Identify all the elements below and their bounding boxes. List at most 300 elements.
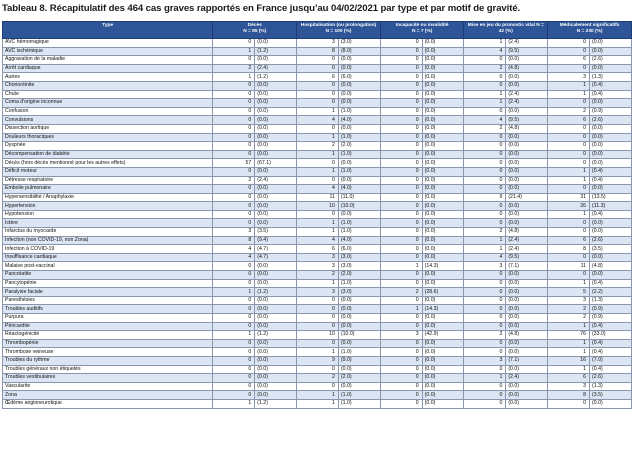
cell-type: Chute — [3, 90, 213, 99]
cell-incap-pct: (0.0) — [422, 142, 464, 151]
cell-vital-pct: (0.0) — [506, 167, 548, 176]
cell-vital-pct: (4.8) — [506, 64, 548, 73]
cell-vital-n: 2 — [464, 331, 506, 340]
cell-type: Chorioréinite — [3, 81, 213, 90]
cell-incap-n: 0 — [380, 150, 422, 159]
cell-vital-pct: (0.0) — [506, 202, 548, 211]
cell-incap-n: 0 — [380, 348, 422, 357]
cell-deces-n: 4 — [213, 245, 255, 254]
cell-deces-n: 0 — [213, 262, 255, 271]
cell-type: Paresthésies — [3, 296, 213, 305]
table-row — [3, 159, 632, 168]
cell-vital-n: 2 — [464, 228, 506, 237]
cell-vital-pct: (0.0) — [506, 288, 548, 297]
cell-vital-pct: (0.0) — [506, 399, 548, 408]
cell-incap-n: 0 — [380, 356, 422, 365]
cell-deces-n: 0 — [213, 142, 255, 151]
cell-incap-pct: (0.0) — [422, 339, 464, 348]
cell-hosp-n: 1 — [297, 391, 339, 400]
cell-medsig-pct: (0.0) — [590, 99, 632, 108]
cell-hosp-pct: (3.0) — [338, 288, 380, 297]
cell-vital-pct: (0.0) — [506, 176, 548, 185]
cell-hosp-n: 10 — [297, 202, 339, 211]
cell-vital-n: 2 — [464, 124, 506, 133]
cell-type: Déficit moteur — [3, 167, 213, 176]
table-row — [3, 107, 632, 116]
cell-hosp-n: 0 — [297, 99, 339, 108]
cell-hosp-pct: (0.0) — [338, 176, 380, 185]
cell-type: Troubles vestibulaires — [3, 374, 213, 383]
cell-medsig-n: 0 — [548, 185, 590, 194]
cell-deces-n: 0 — [213, 193, 255, 202]
cell-vital-pct: (0.0) — [506, 314, 548, 323]
cell-medsig-pct: (1.3) — [590, 296, 632, 305]
cell-hosp-n: 2 — [297, 374, 339, 383]
cell-type: Troubles auditifs — [3, 305, 213, 314]
cell-vital-n: 2 — [464, 64, 506, 73]
cell-medsig-pct: (0.4) — [590, 90, 632, 99]
cell-deces-pct: (1.2) — [255, 331, 297, 340]
cell-medsig-pct: (0.0) — [590, 228, 632, 237]
cell-medsig-n: 31 — [548, 193, 590, 202]
cell-type: Ictère — [3, 219, 213, 228]
cell-vital-pct: (2.4) — [506, 245, 548, 254]
cell-hosp-n: 1 — [297, 150, 339, 159]
cases-table — [2, 21, 632, 409]
cell-hosp-n: 0 — [297, 81, 339, 90]
cell-incap-pct: (0.0) — [422, 39, 464, 48]
cell-deces-n: 0 — [213, 81, 255, 90]
cell-deces-pct: (0.0) — [255, 116, 297, 125]
cell-type: Œdème angioneurotique — [3, 399, 213, 408]
cell-hosp-n: 2 — [297, 271, 339, 280]
cell-hosp-n: 0 — [297, 296, 339, 305]
cell-incap-n: 0 — [380, 314, 422, 323]
cell-hosp-pct: (1.0) — [338, 107, 380, 116]
cell-medsig-pct: (0.0) — [590, 399, 632, 408]
header-incapacite — [380, 22, 464, 39]
cell-medsig-n: 0 — [548, 219, 590, 228]
cell-deces-n: 0 — [213, 356, 255, 365]
cell-type: Troubles généraux non étiquetés — [3, 365, 213, 374]
cell-deces-n: 0 — [213, 279, 255, 288]
cell-incap-pct: (0.0) — [422, 133, 464, 142]
cell-vital-pct: (2.4) — [506, 39, 548, 48]
cell-hosp-pct: (4.0) — [338, 236, 380, 245]
cell-medsig-n: 76 — [548, 331, 590, 340]
cell-medsig-n: 1 — [548, 322, 590, 331]
cell-incap-pct: (0.0) — [422, 47, 464, 56]
table-row — [3, 219, 632, 228]
cell-deces-n: 0 — [213, 116, 255, 125]
cell-vital-pct: (0.0) — [506, 296, 548, 305]
cell-medsig-n: 3 — [548, 382, 590, 391]
cell-type: Troubles du rythme — [3, 356, 213, 365]
cell-vital-n: 0 — [464, 176, 506, 185]
cell-deces-pct: (0.0) — [255, 356, 297, 365]
cell-deces-pct: (0.0) — [255, 219, 297, 228]
cell-deces-pct: (0.0) — [255, 81, 297, 90]
cell-incap-pct: (0.0) — [422, 116, 464, 125]
cell-deces-pct: (0.0) — [255, 185, 297, 194]
cell-hosp-n: 1 — [297, 167, 339, 176]
table-row — [3, 73, 632, 82]
cell-hosp-pct: (0.0) — [338, 322, 380, 331]
cell-deces-n: 0 — [213, 391, 255, 400]
cell-incap-n: 0 — [380, 90, 422, 99]
cell-deces-n: 0 — [213, 39, 255, 48]
cell-incap-pct: (28.6) — [422, 288, 464, 297]
header-medicalement-significatifs-n: N = 230 (%) — [576, 29, 603, 34]
cell-medsig-pct: (0.9) — [590, 107, 632, 116]
cell-hosp-n: 3 — [297, 253, 339, 262]
cell-medsig-n: 0 — [548, 142, 590, 151]
cell-type: Insuffisance cardiaque — [3, 253, 213, 262]
cell-vital-pct: (7.1) — [506, 262, 548, 271]
cell-incap-pct: (0.0) — [422, 193, 464, 202]
cell-type: Convulsions — [3, 116, 213, 125]
cell-vital-n: 3 — [464, 356, 506, 365]
cell-medsig-pct: (0.4) — [590, 339, 632, 348]
cell-incap-n: 0 — [380, 391, 422, 400]
cell-vital-n: 1 — [464, 236, 506, 245]
cell-hosp-n: 0 — [297, 314, 339, 323]
cell-vital-n: 0 — [464, 382, 506, 391]
cell-hosp-pct: (1.0) — [338, 399, 380, 408]
cell-vital-pct: (2.4) — [506, 99, 548, 108]
cell-hosp-n: 0 — [297, 210, 339, 219]
cell-incap-pct: (0.0) — [422, 348, 464, 357]
cell-incap-pct: (0.0) — [422, 124, 464, 133]
cell-type: Embolie pulmonaire — [3, 185, 213, 194]
cell-hosp-n: 4 — [297, 185, 339, 194]
cell-deces-n: 1 — [213, 47, 255, 56]
cell-incap-pct: (0.0) — [422, 99, 464, 108]
cell-type: Infarctus du myocarde — [3, 228, 213, 237]
cell-medsig-pct: (0.9) — [590, 305, 632, 314]
cell-medsig-n: 6 — [548, 374, 590, 383]
header-type-label: Type — [102, 23, 114, 28]
cell-vital-pct: (0.0) — [506, 271, 548, 280]
cell-incap-pct: (0.0) — [422, 210, 464, 219]
cell-medsig-pct: (7.0) — [590, 356, 632, 365]
cell-medsig-pct: (13.5) — [590, 193, 632, 202]
cell-hosp-pct: (0.0) — [338, 99, 380, 108]
cell-hosp-n: 9 — [297, 356, 339, 365]
cell-type: Infection (non COVID-19, non Zona) — [3, 236, 213, 245]
cell-incap-pct: (0.0) — [422, 90, 464, 99]
cell-incap-n: 0 — [380, 279, 422, 288]
table-row — [3, 314, 632, 323]
cell-medsig-pct: (0.0) — [590, 271, 632, 280]
table-row — [3, 39, 632, 48]
cell-vital-n: 0 — [464, 339, 506, 348]
table-row — [3, 382, 632, 391]
table-row — [3, 322, 632, 331]
cell-incap-n: 2 — [380, 288, 422, 297]
table-row — [3, 399, 632, 408]
cell-deces-pct: (4.7) — [255, 253, 297, 262]
cell-hosp-n: 0 — [297, 159, 339, 168]
cell-deces-pct: (4.7) — [255, 245, 297, 254]
cell-medsig-pct: (0.0) — [590, 142, 632, 151]
cell-incap-n: 0 — [380, 39, 422, 48]
table-row — [3, 253, 632, 262]
cell-hosp-pct: (2.0) — [338, 142, 380, 151]
cell-medsig-pct: (33.0) — [590, 331, 632, 340]
cell-medsig-pct: (2.6) — [590, 56, 632, 65]
cell-medsig-pct: (0.0) — [590, 124, 632, 133]
cell-deces-n: 0 — [213, 150, 255, 159]
cell-hosp-n: 1 — [297, 399, 339, 408]
cell-vital-pct: (0.0) — [506, 348, 548, 357]
table-row — [3, 305, 632, 314]
cell-hosp-pct: (1.0) — [338, 391, 380, 400]
cell-medsig-n: 1 — [548, 210, 590, 219]
cell-vital-pct: (2.4) — [506, 374, 548, 383]
cell-deces-n: 0 — [213, 90, 255, 99]
cell-medsig-pct: (3.5) — [590, 245, 632, 254]
cell-deces-n: 2 — [213, 64, 255, 73]
cell-hosp-pct: (6.0) — [338, 73, 380, 82]
cell-type: Confusion — [3, 107, 213, 116]
cell-incap-n: 0 — [380, 339, 422, 348]
cell-hosp-n: 0 — [297, 90, 339, 99]
cell-incap-pct: (0.0) — [422, 374, 464, 383]
cell-vital-n: 0 — [464, 81, 506, 90]
cell-vital-n: 0 — [464, 56, 506, 65]
cell-vital-pct: (0.0) — [506, 382, 548, 391]
cell-incap-n: 0 — [380, 99, 422, 108]
cell-hosp-pct: (10.0) — [338, 331, 380, 340]
header-deces — [213, 22, 297, 39]
cell-medsig-n: 0 — [548, 399, 590, 408]
cell-vital-pct: (0.0) — [506, 365, 548, 374]
cell-type: Malaise post-vaccinal — [3, 262, 213, 271]
cell-vital-pct: (2.4) — [506, 90, 548, 99]
cell-vital-pct: (0.0) — [506, 219, 548, 228]
cell-medsig-n: 3 — [548, 73, 590, 82]
cell-incap-n: 0 — [380, 210, 422, 219]
cell-incap-n: 0 — [380, 47, 422, 56]
cell-vital-n: 0 — [464, 210, 506, 219]
header-medicalement-significatifs-label: Médicalement significatifs — [559, 23, 620, 28]
cell-type: Hypotension — [3, 210, 213, 219]
cell-vital-n: 9 — [464, 193, 506, 202]
header-hospitalisation-n: N = 100 (%) — [325, 29, 352, 34]
cell-type: Pancytopénie — [3, 279, 213, 288]
header-hospitalisation — [297, 22, 381, 39]
cell-incap-pct: (0.0) — [422, 296, 464, 305]
header-deces-label: Décès — [247, 23, 262, 28]
table-row — [3, 99, 632, 108]
cell-incap-n: 0 — [380, 176, 422, 185]
cell-medsig-pct: (0.0) — [590, 47, 632, 56]
cell-medsig-n: 1 — [548, 279, 590, 288]
table-row — [3, 356, 632, 365]
table-row — [3, 176, 632, 185]
cell-hosp-pct: (11.0) — [338, 193, 380, 202]
cell-deces-n: 1 — [213, 73, 255, 82]
cell-vital-pct: (0.0) — [506, 210, 548, 219]
cell-medsig-pct: (0.0) — [590, 150, 632, 159]
header-type — [3, 22, 213, 39]
cell-vital-n: 0 — [464, 296, 506, 305]
cell-deces-pct: (1.2) — [255, 47, 297, 56]
cell-medsig-n: 3 — [548, 296, 590, 305]
cell-incap-pct: (0.0) — [422, 56, 464, 65]
cell-vital-n: 0 — [464, 399, 506, 408]
cell-hosp-pct: (1.0) — [338, 150, 380, 159]
cell-incap-pct: (0.0) — [422, 279, 464, 288]
cell-vital-pct: (4.8) — [506, 331, 548, 340]
table-row — [3, 81, 632, 90]
table-body — [3, 39, 632, 409]
cell-medsig-pct: (0.4) — [590, 81, 632, 90]
cell-medsig-n: 5 — [548, 288, 590, 297]
cell-deces-n: 0 — [213, 322, 255, 331]
cell-hosp-pct: (1.0) — [338, 279, 380, 288]
cell-vital-n: 4 — [464, 253, 506, 262]
cell-medsig-n: 1 — [548, 81, 590, 90]
cell-type: Dissection aortique — [3, 124, 213, 133]
cell-type: Autres — [3, 73, 213, 82]
cell-incap-n: 1 — [380, 305, 422, 314]
cell-medsig-n: 1 — [548, 365, 590, 374]
table-row — [3, 348, 632, 357]
table-row — [3, 142, 632, 151]
table-row — [3, 185, 632, 194]
cell-deces-n: 0 — [213, 219, 255, 228]
cell-medsig-n: 2 — [548, 107, 590, 116]
cell-medsig-n: 0 — [548, 64, 590, 73]
cell-type: Pancréatite — [3, 271, 213, 280]
cell-hosp-pct: (6.0) — [338, 245, 380, 254]
cell-hosp-n: 10 — [297, 331, 339, 340]
cell-deces-pct: (0.0) — [255, 167, 297, 176]
cell-type: Purpura — [3, 314, 213, 323]
cell-incap-pct: (0.0) — [422, 236, 464, 245]
cell-vital-n: 0 — [464, 150, 506, 159]
cell-deces-n: 3 — [213, 228, 255, 237]
header-pronostic-vital-label: Mise en jeu du pronostic vital N = 42 (%) — [467, 23, 544, 34]
cell-vital-n: 0 — [464, 219, 506, 228]
table-row — [3, 150, 632, 159]
cell-medsig-pct: (0.0) — [590, 185, 632, 194]
table-row — [3, 296, 632, 305]
cell-deces-pct: (0.0) — [255, 133, 297, 142]
cell-incap-n: 1 — [380, 262, 422, 271]
cell-medsig-pct: (0.0) — [590, 39, 632, 48]
table-row — [3, 279, 632, 288]
cell-vital-n: 0 — [464, 185, 506, 194]
cell-hosp-n: 0 — [297, 56, 339, 65]
cell-incap-n: 0 — [380, 142, 422, 151]
cell-type: AVC hémorragique — [3, 39, 213, 48]
cell-incap-n: 0 — [380, 159, 422, 168]
cell-vital-pct: (0.0) — [506, 391, 548, 400]
cell-incap-pct: (0.0) — [422, 167, 464, 176]
cell-vital-n: 0 — [464, 322, 506, 331]
cell-vital-pct: (0.0) — [506, 107, 548, 116]
cell-incap-pct: (0.0) — [422, 382, 464, 391]
cell-deces-n: 0 — [213, 271, 255, 280]
cell-vital-n: 0 — [464, 107, 506, 116]
cell-incap-pct: (0.0) — [422, 176, 464, 185]
cell-incap-pct: (0.0) — [422, 150, 464, 159]
table-row — [3, 210, 632, 219]
cell-deces-pct: (1.2) — [255, 399, 297, 408]
cell-incap-pct: (0.0) — [422, 245, 464, 254]
cell-incap-n: 0 — [380, 133, 422, 142]
cell-hosp-n: 4 — [297, 116, 339, 125]
cell-medsig-n: 0 — [548, 124, 590, 133]
table-row — [3, 331, 632, 340]
cell-incap-n: 0 — [380, 296, 422, 305]
cell-medsig-pct: (2.6) — [590, 236, 632, 245]
cell-medsig-pct: (2.2) — [590, 288, 632, 297]
table-row — [3, 262, 632, 271]
cell-incap-pct: (0.0) — [422, 73, 464, 82]
cell-vital-pct: (9.5) — [506, 253, 548, 262]
cell-hosp-pct: (0.0) — [338, 159, 380, 168]
table-row — [3, 193, 632, 202]
cell-type: Arrêt cardiaque — [3, 64, 213, 73]
cell-incap-n: 3 — [380, 331, 422, 340]
cell-incap-pct: (0.0) — [422, 81, 464, 90]
cell-incap-n: 0 — [380, 64, 422, 73]
cell-type: Infection à COVID-19 — [3, 245, 213, 254]
cell-deces-pct: (0.0) — [255, 99, 297, 108]
cell-deces-pct: (0.0) — [255, 193, 297, 202]
cell-hosp-n: 3 — [297, 288, 339, 297]
cell-vital-pct: (0.0) — [506, 305, 548, 314]
cell-incap-n: 0 — [380, 107, 422, 116]
cell-vital-pct: (7.1) — [506, 356, 548, 365]
cell-hosp-pct: (10.0) — [338, 202, 380, 211]
cell-medsig-n: 6 — [548, 236, 590, 245]
cell-vital-n: 1 — [464, 99, 506, 108]
cell-vital-pct: (9.5) — [506, 116, 548, 125]
cell-vital-pct: (2.4) — [506, 236, 548, 245]
cell-type: Hypertension — [3, 202, 213, 211]
cell-type: Décompensation de diabète — [3, 150, 213, 159]
header-deces-n: N = 85 (%) — [243, 29, 267, 34]
cell-hosp-n: 1 — [297, 228, 339, 237]
cell-deces-n: 0 — [213, 348, 255, 357]
cell-hosp-n: 1 — [297, 279, 339, 288]
cell-incap-pct: (0.0) — [422, 228, 464, 237]
cell-type: Réactogénicité — [3, 331, 213, 340]
cell-incap-n: 0 — [380, 219, 422, 228]
cell-deces-pct: (2.4) — [255, 176, 297, 185]
cell-deces-pct: (1.2) — [255, 73, 297, 82]
cell-hosp-n: 4 — [297, 236, 339, 245]
cell-hosp-n: 1 — [297, 133, 339, 142]
cell-incap-pct: (0.0) — [422, 219, 464, 228]
cell-deces-pct: (3.5) — [255, 228, 297, 237]
cell-incap-n: 0 — [380, 228, 422, 237]
cell-hosp-n: 0 — [297, 365, 339, 374]
cell-medsig-n: 11 — [548, 262, 590, 271]
cell-incap-pct: (0.0) — [422, 159, 464, 168]
cell-vital-pct: (0.0) — [506, 133, 548, 142]
cell-type: Détresse respiratoire — [3, 176, 213, 185]
header-pronostic-vital — [464, 22, 548, 39]
cell-medsig-pct: (0.0) — [590, 253, 632, 262]
cell-incap-n: 0 — [380, 271, 422, 280]
cell-incap-pct: (0.0) — [422, 202, 464, 211]
